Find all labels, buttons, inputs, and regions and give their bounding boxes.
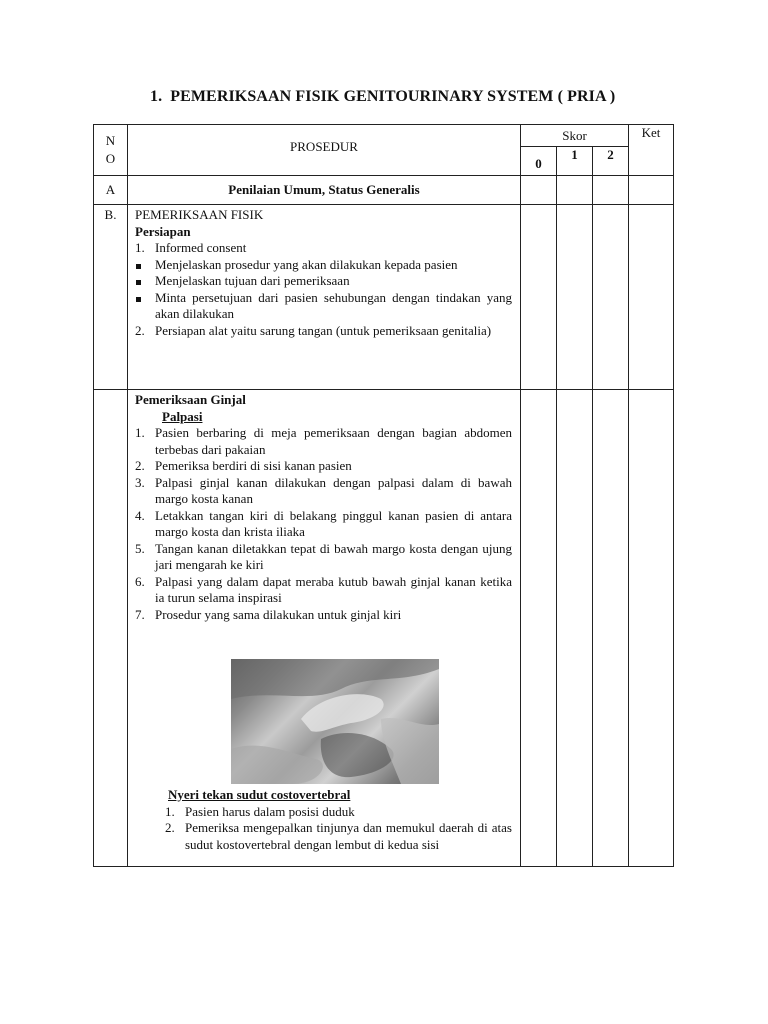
title-text: PEMERIKSAAN FISIK GENITOURINARY SYSTEM ( PRIA )	[170, 88, 616, 105]
list-number: 1.	[165, 803, 175, 819]
square-bullet-icon	[135, 257, 155, 274]
score-cell[interactable]	[521, 176, 557, 205]
list-item-text: Pasien berbaring di meja pemeriksaan dengan bagian abdomen terbebas dari pakaian	[155, 425, 512, 457]
list-item	[135, 273, 512, 290]
header-skor: Skor	[521, 125, 629, 147]
list-item	[165, 804, 512, 821]
list-item-text: Menjelaskan tujuan dari pemeriksaan	[155, 273, 350, 288]
row-b-content	[128, 205, 521, 390]
list-item	[135, 607, 512, 624]
square-bullet-icon	[135, 290, 155, 323]
row-a-label: A	[94, 176, 128, 205]
list-item	[135, 475, 512, 508]
list-item	[135, 425, 512, 458]
score-0-header: 0	[521, 147, 557, 176]
list-item	[135, 323, 512, 340]
list-item	[135, 458, 512, 475]
list-item-text: Letakkan tangan kiri di belakang pinggul kanan pasien di antara margo kosta dan krista iliaka	[155, 507, 512, 539]
palpasi-list	[135, 425, 512, 623]
list-number: 7.	[135, 606, 145, 622]
list-number: 2.	[135, 322, 145, 338]
list-number: 2.	[165, 820, 175, 835]
ginjal-heading: Pemeriksaan Ginjal	[135, 392, 246, 407]
square-bullet-icon	[135, 273, 155, 290]
list-number: 1.	[135, 425, 145, 440]
section-heading: PEMERIKSAAN FISIK	[135, 207, 264, 222]
square-bullet-icon	[136, 297, 141, 302]
nyeri-heading: Nyeri tekan sudut costovertebral	[168, 787, 351, 802]
list-item-text: Pemeriksa berdiri di sisi kanan pasien	[155, 458, 352, 473]
header-no	[94, 125, 128, 176]
list-item-text: Informed consent	[155, 240, 247, 255]
score-1-header: 1	[557, 147, 593, 176]
list-item	[135, 574, 512, 607]
score-cell[interactable]	[557, 390, 593, 867]
square-bullet-icon	[136, 264, 141, 269]
list-item-text: Palpasi yang dalam dapat meraba kutub bawah ginjal kanan ketika ia turun selama inspirasi	[155, 573, 512, 605]
list-item	[165, 820, 512, 853]
ket-cell[interactable]	[629, 176, 674, 205]
row-c-content	[128, 390, 521, 867]
list-item-text: Pemeriksa mengepalkan tinjunya dan memukul daerah di atas sudut kostovertebral dengan lembut di kedua sisi	[185, 820, 512, 852]
header-no-text: N O	[105, 133, 116, 166]
score-cell[interactable]	[557, 205, 593, 390]
row-a-text: Penilaian Umum, Status Generalis	[128, 176, 521, 205]
list-item	[135, 257, 512, 274]
list-item	[135, 541, 512, 574]
list-number: 3.	[135, 474, 145, 490]
list-number: 6.	[135, 573, 145, 589]
score-cell[interactable]	[521, 390, 557, 867]
list-item-text: Tangan kanan diletakkan tepat di bawah margo kosta dengan ujung jari mengarah ke kiri	[155, 540, 512, 572]
list-item	[135, 290, 512, 323]
nyeri-list	[165, 804, 512, 854]
list-number: 4.	[135, 507, 145, 523]
palpasi-heading: Palpasi	[162, 408, 203, 424]
palpation-photo	[231, 659, 439, 784]
list-item	[135, 508, 512, 541]
score-cell[interactable]	[593, 176, 629, 205]
list-number: 2.	[135, 458, 145, 473]
list-item-text: Minta persetujuan dari pasien sehubungan dengan tindakan yang akan dilakukan	[155, 289, 512, 321]
list-item-text: Persiapan alat yaitu sarung tangan (untuk pemeriksaan genitalia)	[155, 322, 492, 338]
list-item-text: Palpasi ginjal kanan dilakukan dengan palpasi dalam di bawah margo kosta kanan	[155, 474, 512, 506]
score-cell[interactable]	[521, 205, 557, 390]
list-item-text: Menjelaskan prosedur yang akan dilakukan kepada pasien	[155, 256, 458, 272]
persiapan-list	[135, 240, 512, 339]
row-c-label	[94, 390, 128, 867]
list-item-text: Pasien harus dalam posisi duduk	[185, 803, 355, 819]
page-title	[150, 88, 615, 106]
row-b-label: B.	[94, 205, 128, 390]
list-item-text: Prosedur yang sama dilakukan untuk ginjal kiri	[155, 606, 402, 622]
score-cell[interactable]	[557, 176, 593, 205]
header-ket	[629, 125, 674, 176]
title-number: 1.	[150, 88, 163, 105]
procedure-table	[93, 124, 674, 867]
list-number: 5.	[135, 540, 145, 556]
header-prosedur: PROSEDUR	[128, 125, 521, 176]
square-bullet-icon	[136, 280, 141, 285]
palpation-illustration	[231, 659, 439, 784]
score-cell[interactable]	[593, 390, 629, 867]
ket-cell[interactable]	[629, 205, 674, 390]
ket-cell[interactable]	[629, 390, 674, 867]
section-subheading: Persiapan	[135, 223, 191, 239]
list-number: 1.	[135, 240, 145, 255]
score-cell[interactable]	[593, 205, 629, 390]
header-ket-text: Ket	[641, 125, 661, 140]
list-item	[135, 240, 512, 257]
score-2-header: 2	[593, 147, 629, 176]
